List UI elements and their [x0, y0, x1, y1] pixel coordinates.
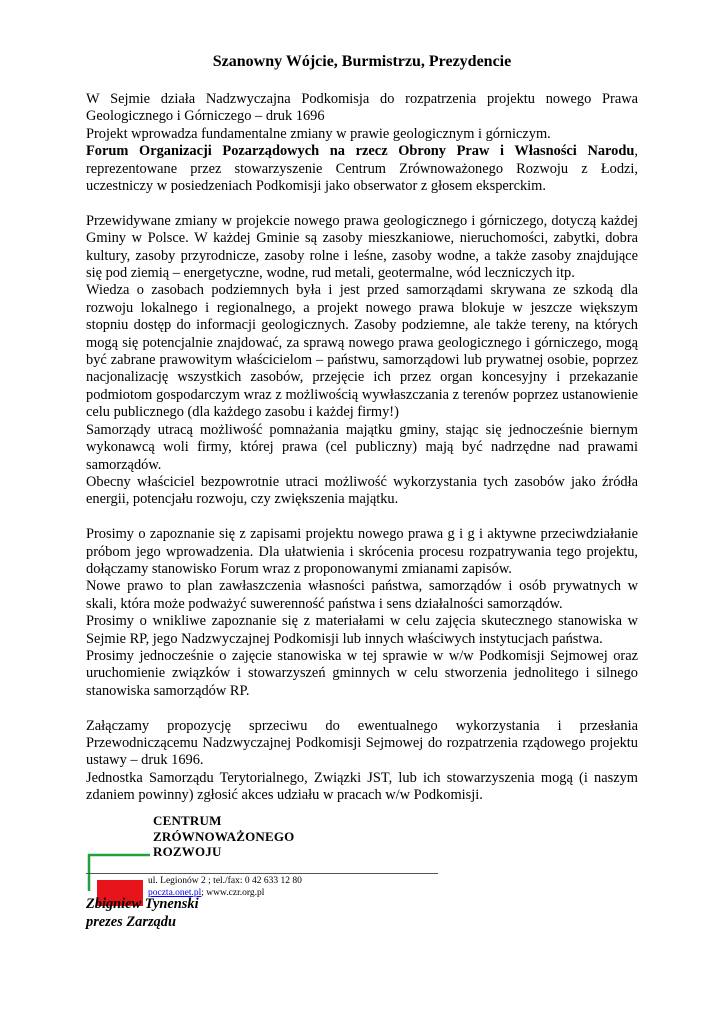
paragraph-projekt: Projekt wprowadza fundamentalne zmiany w prawie geologicznym i górniczym.	[86, 125, 551, 142]
signature-block	[86, 896, 199, 931]
paragraph-forum	[86, 143, 638, 195]
organization-name: CENTRUM ZRÓWNOWAŻONEGO ROZWOJU	[153, 813, 295, 859]
footer-divider	[86, 873, 438, 874]
paragraph-wlasciciel: Obecny właściciel bezpowrotnie utraci możliwość wykorzystania tych zasobów jako źródła energii, potencjału rozwoju, czy zwiększenia majątku.	[86, 473, 638, 508]
letter-title: Szanowny Wójcie, Burmistrzu, Prezydencie	[212, 53, 512, 70]
paragraph-jednostka: Jednostka Samorządu Terytorialnego, Związki JST, lub ich stowarzyszenia mogą (i naszym zdaniem powinny) zgłosić akces udziału w pracach w/w Podkomisji.	[86, 769, 638, 804]
paragraph-prosimy-materialy: Prosimy o wnikliwe zapoznanie się z materiałami w celu zajęcia skutecznego stanowiska w Sejmie RP, jego Nadzwyczajnej Podkomisji lub innych właściwych instytucjach państwa.	[86, 613, 638, 647]
signer-role: prezes Zarządu	[86, 913, 176, 930]
paragraph-nowe-prawo: Nowe prawo to plan zawłaszczenia własności państwa, samorządów i osób prywatnych w skali, która może podważyć suwerenność państwa i sens działalności samorządów.	[86, 578, 638, 612]
forum-name: Forum Organizacji Pozarządowych na rzecz Obrony Praw i Własności Narodu	[86, 143, 635, 160]
paragraph-zalaczamy: Załączamy propozycję sprzeciwu do ewentualnego wykorzystania i przesłania Przewodniczącemu Nadzwyczajnej Podkomisji Sejmowej do rozpatrzenia rządowego projektu ustawy – druk 1696.	[86, 717, 638, 769]
letter-body	[86, 91, 638, 805]
paragraph-prosimy-stanowisko: Prosimy jednocześnie o zajęcie stanowiska w tej sprawie w w/w Podkomisji Sejmowej oraz uruchomienie związków i stowarzyszeń gminnych w celu stworzenia jednolitego i silnego stanowiska samorządów RP.	[86, 647, 638, 699]
forum-description: , reprezentowane przez stowarzyszenie Centrum Zrównoważonego Rozwoju z Łodzi, uczestniczy w posiedzeniach Podkomisji jako obserwator z głosem eksperckim.	[86, 143, 638, 195]
signer-name: Zbigniew Tynenski	[86, 896, 199, 912]
paragraph-zmiany: Przewidywane zmiany w projekcie nowego prawa geologicznego i górniczego, dotyczą każdej Gminy w Polsce. W każdej Gminie są zasoby mieszkaniowe, nieruchomości, zabytki, dobra kultury, zasoby przyrodnicze, zasoby rolne i leśne, zasoby wodne, a także zasoby znajdujące się pod ziemią – energetyczne, wodne, rud metali, geotermalne, wód leczniczych itp.	[86, 212, 638, 282]
paragraph-wiedza: Wiedza o zasobach podziemnych była i jest przed samorządami skrywana ze szkodą dla rozwoju lokalnego i regionalnego, a projekt nowego prawa blokuje w jeszcze większym stopniu dostęp do informacji geologicznych. Zasoby podziemne, ale także tereny, na których mogą się potencjalnie znajdować, za sprawą nowego prawa geologicznego i górniczego, mogą być zabrane prawowitym właścicielom – państwu, samorządowi lub prywatnej osobie, poprzez nacjonalizację wszystkich zasobów, przejęcie ich przez organ koncesyjny i przekazanie podmiotom gospodarczym wraz z możliwością wywłaszczania z terenów poprzez ustanowienie celu publicznego (dla każdego zasobu i każdej firmy!)	[86, 282, 638, 421]
paragraph-samorzady: Samorządy utracą możliwość pomnażania majątku gminy, stając się jednocześnie biernym wykonawcą woli firmy, której prawa (cel publiczny) mają być nadrzędne nad prawami samorządów.	[86, 421, 638, 473]
paragraph-prosimy-zapisy: Prosimy o zapoznanie się z zapisami projektu nowego prawa g i g i aktywne przeciwdziałanie próbom jego wprowadzenia. Dla ułatwienia i skrócenia procesu rozpatrywania tego projektu, dołączamy stanowisko Forum wraz z proponowanymi zmianami zapisów.	[86, 526, 638, 577]
email-link[interactable]: poczta.onet.pl	[148, 888, 202, 898]
address-line: ul. Legionów 2 ; tel./fax: 0 42 633 12 80	[148, 876, 302, 886]
paragraph-podkomisja: W Sejmie działa Nadzwyczajna Podkomisja do rozpatrzenia projektu nowego Prawa Geologicznego i Górniczego – druk 1696	[86, 91, 638, 125]
website-text: ; www.czr.org.pl	[201, 888, 265, 898]
